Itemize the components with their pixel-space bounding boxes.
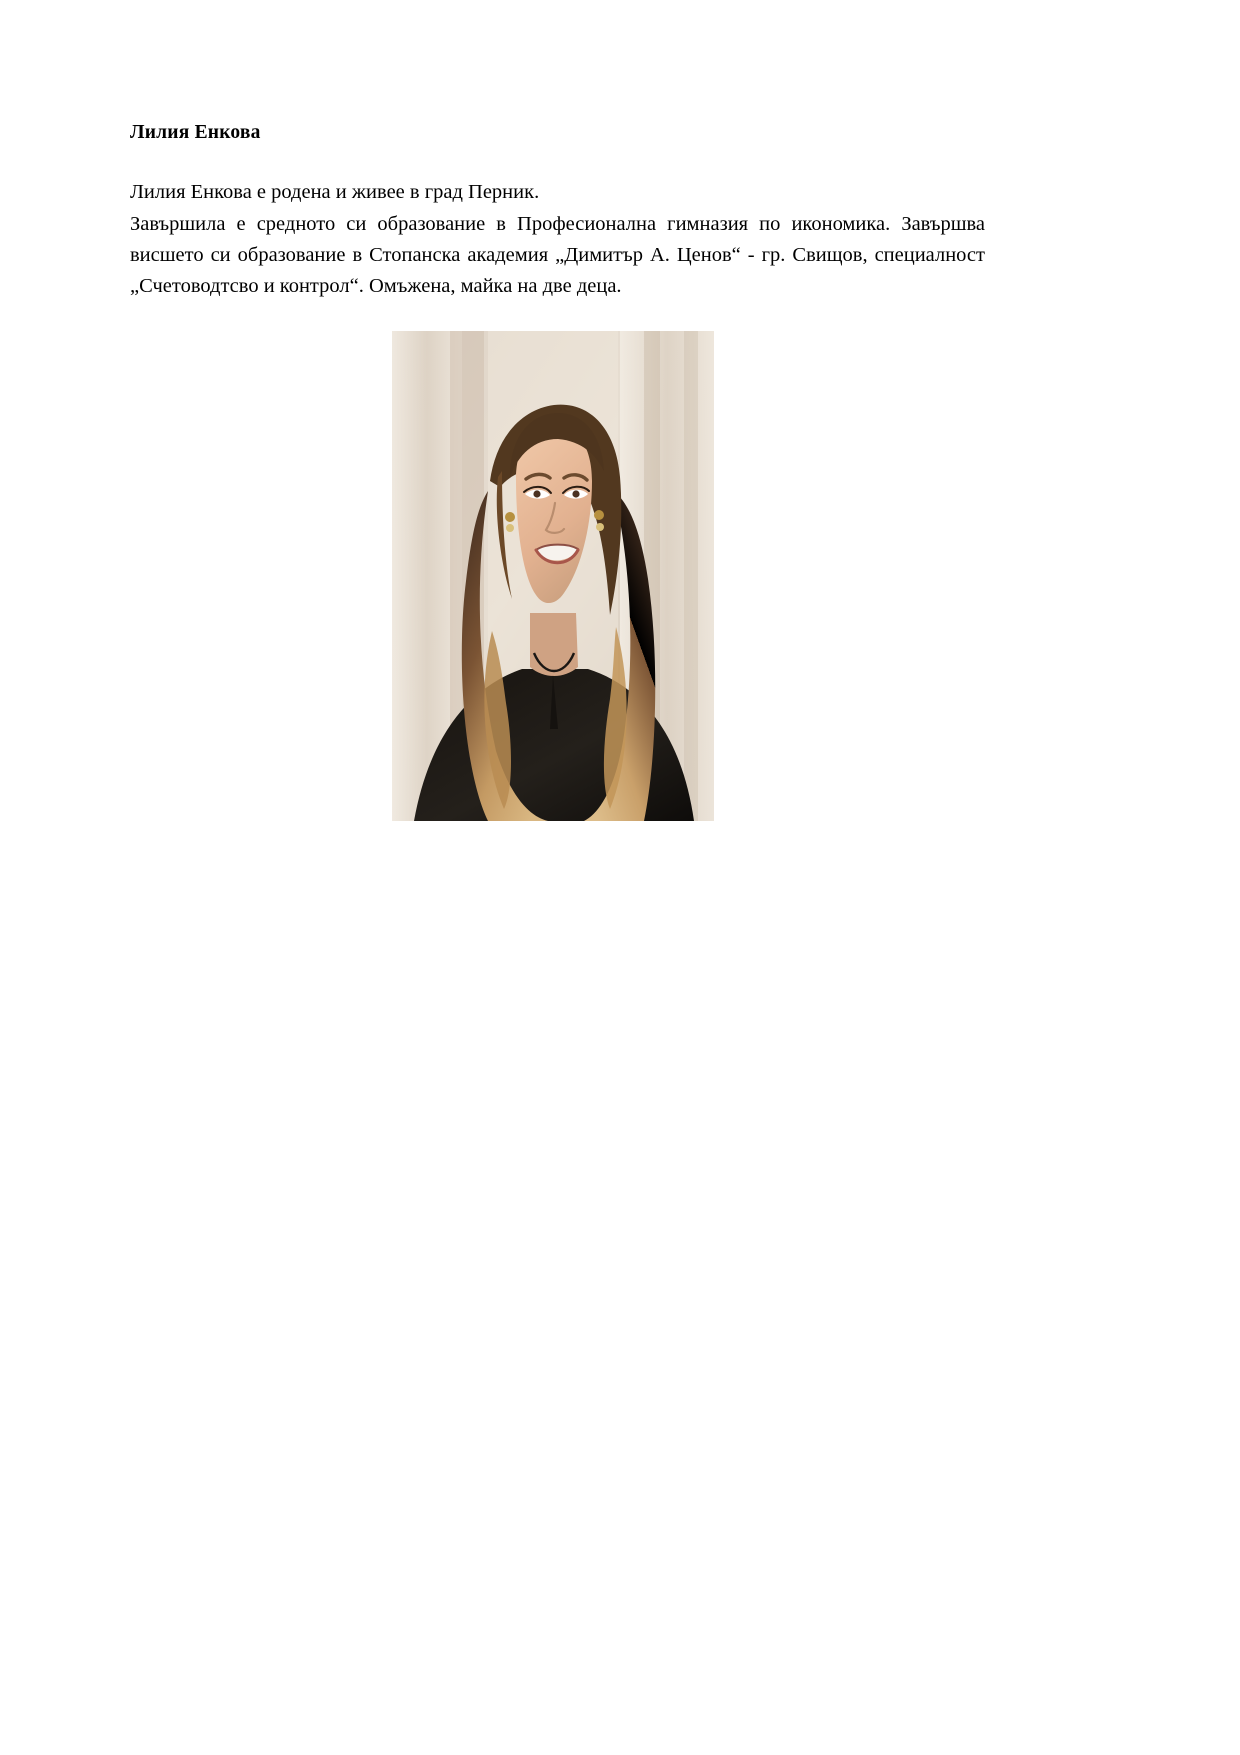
paragraph-line-2: Завършила е средното си образование в Професионална гимназия по икономика. Завършва висшето си образование в Стопанска академия „Димитър А. Ценов“ - гр. Свищов, специалност „Счетоводтсво и контрол“. Омъжена, майка на две деца. [130, 212, 985, 297]
paragraph-line-1: Лилия Енкова е родена и живее в град Перник. [130, 181, 540, 204]
portrait-photo [392, 331, 714, 821]
document-content [130, 120, 985, 302]
portrait-photo-container [392, 331, 714, 821]
page-title: Лилия Енкова [130, 122, 261, 143]
body-paragraph [130, 177, 985, 302]
